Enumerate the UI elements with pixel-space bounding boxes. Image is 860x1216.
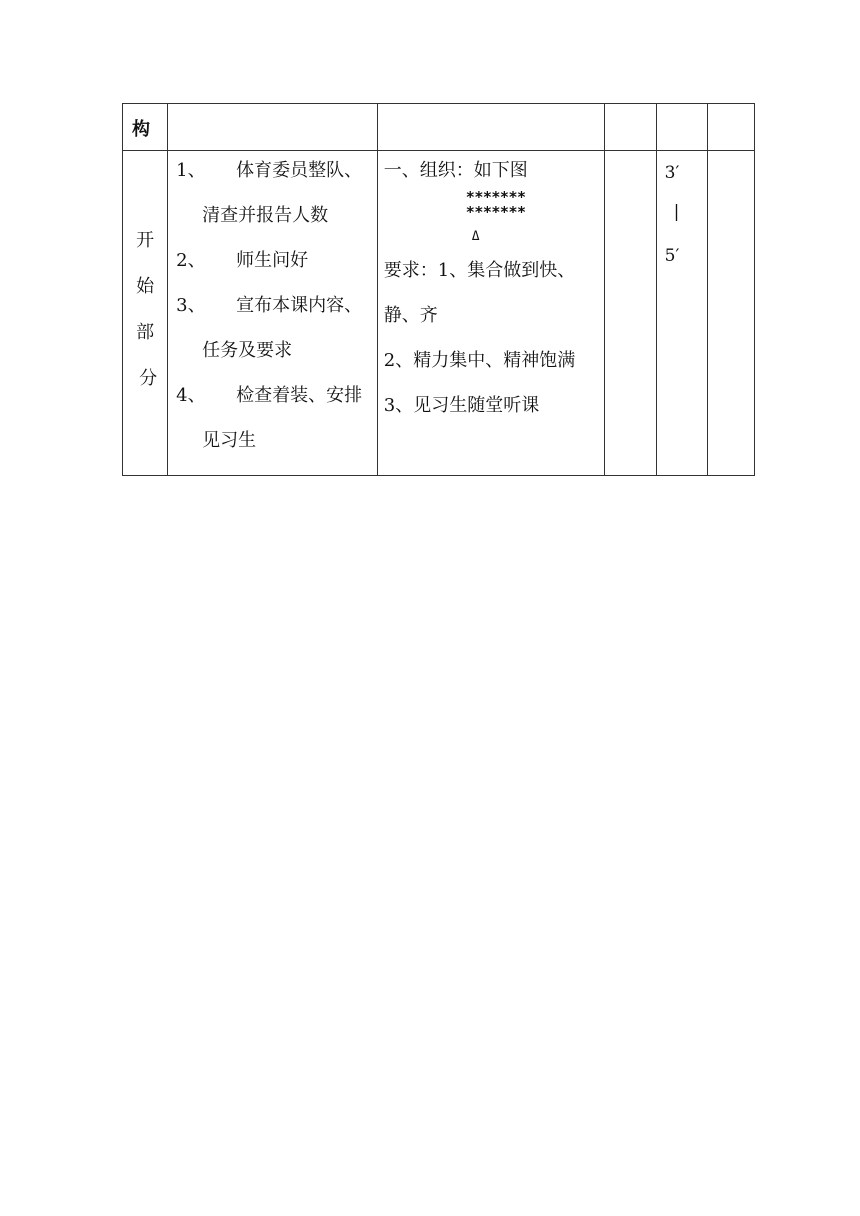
- section-label-char: 部: [136, 322, 155, 343]
- structure-header-cell: [123, 104, 168, 151]
- list-item: [176, 295, 377, 385]
- header-cell-content: [168, 104, 378, 151]
- requirement-line: 2、精力集中、精神饱满: [383, 350, 576, 371]
- item-number: 4、: [176, 385, 206, 406]
- content-list: [168, 151, 377, 475]
- formation-row: *******: [465, 188, 526, 206]
- item-text-continued: 任务及要求: [202, 340, 293, 361]
- section-label-cell: [123, 151, 168, 476]
- content-cell: [168, 151, 378, 476]
- time-end: 5′: [664, 246, 680, 266]
- organization-title: 一、组织：如下图: [383, 160, 528, 181]
- section-label-char: 分: [139, 368, 158, 389]
- formation-diagram: [384, 190, 604, 252]
- start-section-row: [123, 151, 755, 476]
- list-item: [176, 250, 377, 295]
- section-label: [123, 151, 167, 413]
- header-cell-time: [656, 104, 707, 151]
- item-text: 宣布本课内容、: [236, 295, 363, 316]
- structure-header-text: 构: [132, 119, 150, 140]
- item-number: 3、: [176, 295, 206, 316]
- time-content: [657, 151, 707, 290]
- requirement-line: 要求：1、集合做到快、: [383, 260, 576, 281]
- header-cell-4: [604, 104, 656, 151]
- time-start: 3′: [664, 163, 680, 183]
- list-item: [176, 385, 377, 475]
- lesson-plan-table: [122, 103, 755, 476]
- item-number: 1、: [176, 160, 206, 181]
- time-cell: [656, 151, 707, 476]
- item-text-continued: 清查并报告人数: [202, 205, 329, 226]
- section-label-char: 始: [136, 276, 155, 297]
- item-text: 师生问好: [236, 250, 309, 271]
- item-text-continued: 见习生: [202, 430, 257, 451]
- table-header-row: [123, 104, 755, 151]
- body-cell-4: [604, 151, 656, 476]
- organization-content: [378, 151, 604, 440]
- section-label-char: 开: [136, 230, 155, 251]
- item-text: 检查着装、安排: [236, 385, 363, 406]
- item-number: 2、: [176, 250, 206, 271]
- list-item: [176, 160, 377, 250]
- teacher-marker: Δ: [471, 229, 480, 244]
- header-cell-organization: [377, 104, 604, 151]
- body-cell-6: [707, 151, 754, 476]
- requirement-line: 3、见习生随堂听课: [383, 395, 540, 416]
- header-cell-6: [707, 104, 754, 151]
- organization-cell: [377, 151, 604, 476]
- formation-row: *******: [465, 203, 526, 221]
- time-separator: |: [673, 202, 680, 222]
- item-text: 体育委员整队、: [236, 160, 363, 181]
- requirement-line: 静、齐: [383, 305, 438, 326]
